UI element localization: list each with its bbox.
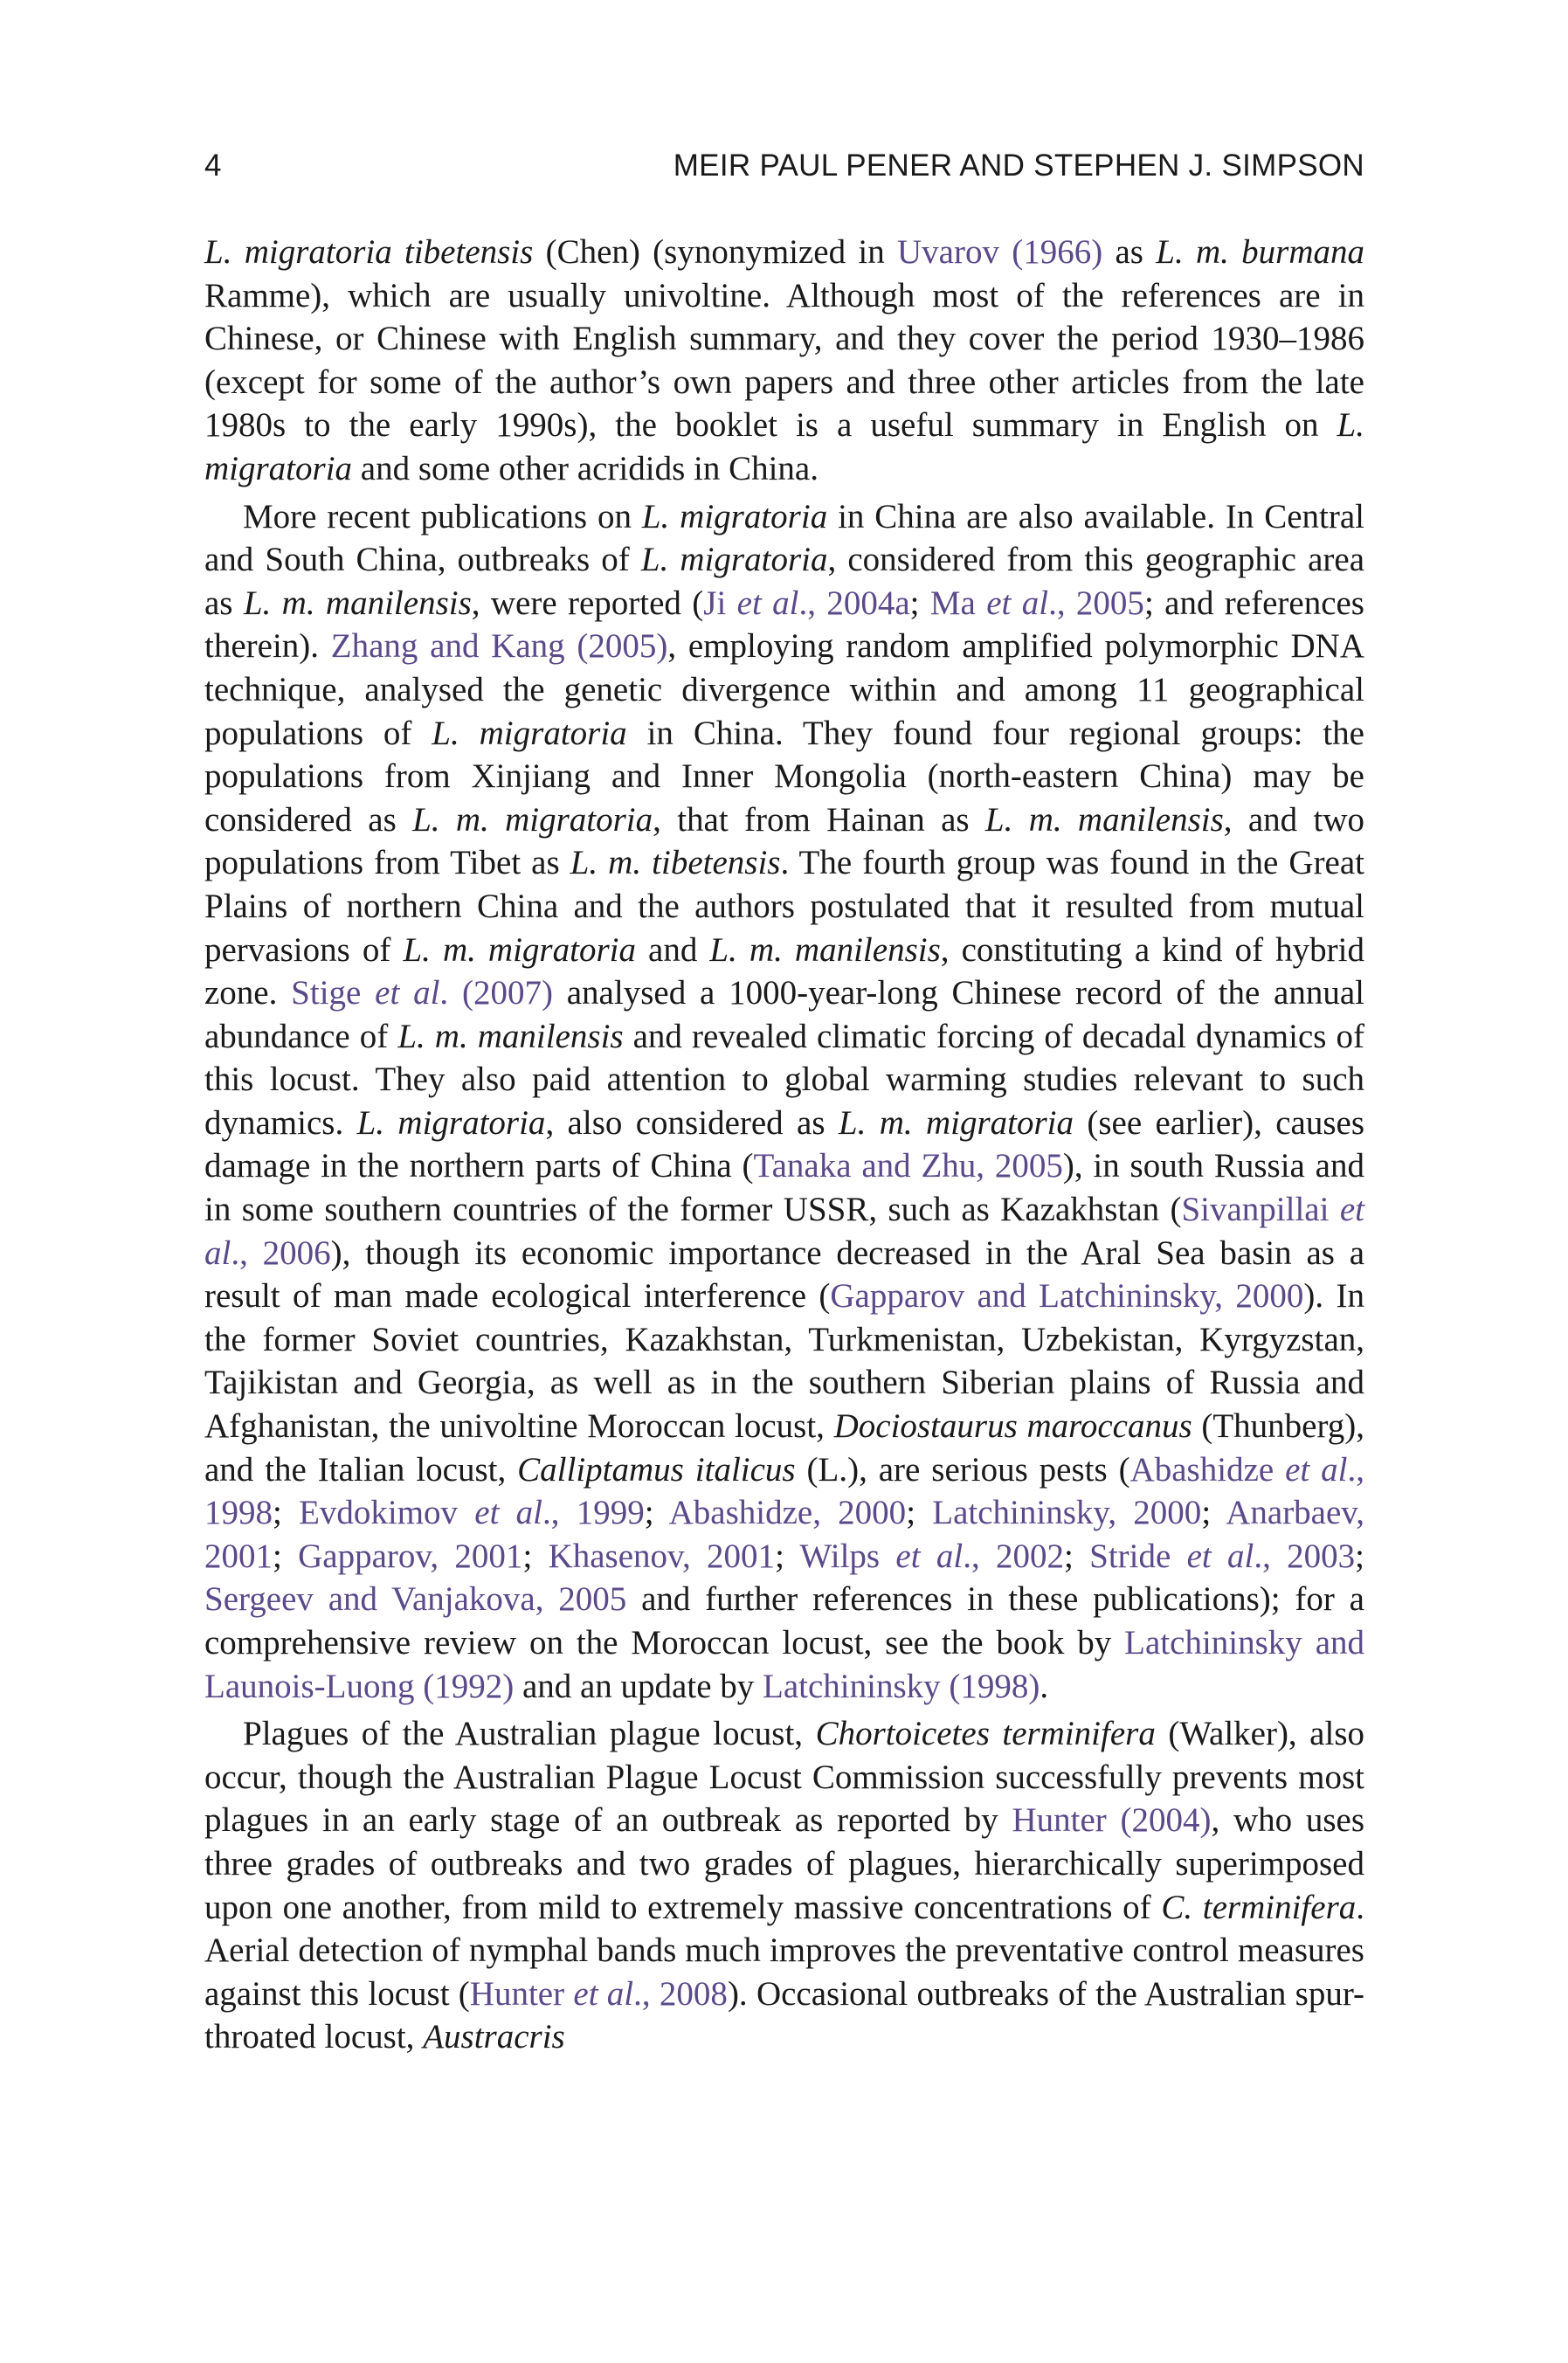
paragraph-2 — [204, 495, 1364, 1709]
species-name: Chortoicetes terminifera — [815, 1715, 1156, 1753]
text-run: , constituting a kind of hybrid zone. — [204, 930, 1364, 1012]
text-run: ). In the former Soviet countries, Kazakhstan, Turkmenistan, Uzbekistan, Kyrgyzstan, Tajikistan and Georgia, as well as in the southern Siberian plains of Russia and Afghanistan, the univoltine Moroccan locust, — [204, 1277, 1364, 1446]
page-header — [204, 149, 1364, 192]
text-run: ), though its economic importance decreased in the Aral Sea basin as a result of man made ecological interference ( — [204, 1233, 1364, 1316]
citation-etal: et al — [1285, 1450, 1348, 1489]
text-run: (see earlier), causes damage in the northern parts of China ( — [204, 1103, 1365, 1185]
citation-author: Ji — [703, 584, 727, 622]
text-run: ; — [522, 1537, 549, 1575]
species-name: L. m. manilensis — [397, 1017, 624, 1055]
species-name: L. m. migratoria — [838, 1103, 1074, 1142]
text-run: analysed a 1000-year-long Chinese record of the annual abundance of — [204, 974, 1365, 1055]
paragraph-3 — [204, 1712, 1364, 2059]
citation-link[interactable]: Latchininsky (1998) — [763, 1667, 1040, 1705]
citation-author: Stride — [1089, 1537, 1171, 1575]
text-run: Plagues of the Australian plague locust, — [243, 1715, 816, 1753]
species-name: L. m. manilensis — [984, 800, 1224, 839]
text-run: ; — [644, 1494, 669, 1532]
text-run: Ramme), which are usually univoltine. Although most of the references are in Chinese, or Chinese with English summary, and they cover the period 1930–1986 (except for some of the author’s own papers and three other articles from the late 1980s to the early 1990s), the booklet is a useful summary in English on — [204, 276, 1364, 445]
citation-link[interactable]: Latchininsky and Launois-Luong (1992) — [204, 1624, 1364, 1705]
text-run: ; — [273, 1494, 300, 1532]
text-run: ; and references therein). — [204, 584, 1364, 666]
citation-link[interactable]: Abashidze, 2000 — [668, 1494, 907, 1532]
citation-link[interactable]: Gapparov and Latchininsky, 2000 — [830, 1277, 1304, 1316]
text-run: ; — [1355, 1537, 1365, 1575]
citation-year: ., 1998 — [204, 1450, 1365, 1532]
text-run: ; — [273, 1537, 299, 1575]
text-run: (Thunberg), and the Italian locust, — [204, 1407, 1364, 1489]
species-name: L. migratoria — [356, 1103, 546, 1142]
species-name: L. m. burmana — [1156, 233, 1364, 271]
citation-etal: et al — [204, 1191, 1364, 1272]
citation-year: ., 1999 — [542, 1494, 645, 1532]
species-name: C. terminifera — [1161, 1888, 1357, 1926]
citation-author: Ma — [929, 584, 976, 622]
text-run: ). Occasional outbreaks of the Australian spur-throated locust, — [204, 1974, 1365, 2056]
citation-year: ., 2008 — [633, 1974, 728, 2013]
species-name: L. m. manilensis — [243, 584, 472, 622]
text-run: and — [635, 930, 710, 969]
species-name: L. migratoria — [432, 714, 627, 752]
citation-etal: et al — [895, 1537, 964, 1575]
citation-year: . (2007) — [439, 974, 553, 1012]
text-run: ; — [1063, 1537, 1090, 1575]
species-name: L. migratoria tibetensis — [204, 233, 534, 271]
citation-link[interactable] — [470, 1975, 728, 2013]
species-name: Dociostaurus maroccanus — [833, 1407, 1192, 1446]
citation-etal: et al — [474, 1494, 542, 1532]
text-run: in China are also available. In Central and South China, outbreaks of — [204, 497, 1364, 579]
citation-link[interactable] — [800, 1537, 1064, 1575]
citation-link[interactable] — [1089, 1537, 1355, 1575]
citation-link[interactable] — [930, 584, 1144, 622]
citation-author: Evdokimov — [299, 1494, 459, 1532]
text-run: ; — [906, 1494, 933, 1532]
species-name: Calliptamus italicus — [517, 1450, 796, 1489]
text-run: , considered from this geographic area as — [204, 541, 1365, 622]
citation-etal: et al — [736, 584, 799, 622]
species-name: L. migratoria — [640, 541, 828, 579]
text-run: and an update by — [514, 1667, 763, 1705]
citation-link[interactable]: Zhang and Kang (2005) — [330, 627, 668, 666]
citation-link[interactable] — [703, 584, 909, 622]
body-text — [204, 231, 1364, 2063]
text-run: in China. They found four regional groups: the populations from Xinjiang and Inner Mongolia (north-eastern China) may be considered as — [204, 714, 1364, 839]
page-number: 4 — [204, 149, 222, 183]
citation-etal: et al — [986, 584, 1049, 622]
text-run: ; — [1201, 1494, 1226, 1532]
text-run: , were reported ( — [471, 584, 704, 622]
citation-link[interactable]: Sergeev and Vanjakova, 2005 — [204, 1580, 627, 1619]
text-run: , who uses three grades of outbreaks and two grades of plagues, hierarchically superimposed upon one another, from mild to extremely massive concentrations of — [204, 1801, 1364, 1926]
citation-link[interactable]: Uvarov (1966) — [897, 233, 1103, 271]
citation-etal: et al — [375, 974, 440, 1012]
text-run: . Aerial detection of nymphal bands much improves the preventative control measures against this locust ( — [204, 1888, 1364, 2013]
text-run: . The fourth group was found in the Great Plains of northern China and the authors postulated that it resulted from mutual pervasions of — [204, 844, 1365, 969]
citation-author: Stige — [291, 974, 362, 1012]
text-run: (Walker), also occur, though the Australian Plague Locust Commission successfully prevents most plagues in an early stage of an outbreak as reported by — [204, 1715, 1364, 1840]
citation-link[interactable]: Gapparov, 2001 — [298, 1537, 523, 1575]
citation-link[interactable] — [291, 974, 553, 1012]
citation-link[interactable]: Latchininsky, 2000 — [932, 1494, 1202, 1532]
species-name: L. m. manilensis — [709, 930, 941, 969]
paragraph-1 — [204, 231, 1364, 491]
citation-link[interactable] — [299, 1494, 645, 1531]
citation-link[interactable]: Anarbaev, 2001 — [204, 1494, 1365, 1575]
text-run: and some other acridids in China. — [352, 449, 819, 487]
text-run: (Chen) (synonymized in — [533, 233, 897, 271]
running-head: MEIR PAUL PENER AND STEPHEN J. SIMPSON — [673, 149, 1364, 183]
text-run: . — [1040, 1667, 1049, 1705]
text-run: ), in south Russia and in some southern countries of the former USSR, such as Kazakhstan ( — [204, 1147, 1364, 1229]
citation-author: Hunter — [469, 1974, 565, 2013]
species-name: L. m. migratoria — [412, 800, 653, 839]
text-run: , that from Hainan as — [653, 800, 985, 839]
citation-link[interactable]: Tanaka and Zhu, 2005 — [753, 1147, 1063, 1185]
species-name: L. m. tibetensis — [570, 844, 781, 882]
citation-link[interactable]: Hunter (2004) — [1012, 1801, 1212, 1840]
text-run: , employing random amplified polymorphic DNA technique, analysed the genetic divergence within and among 11 geographical populations of — [204, 627, 1365, 752]
text-run: , also considered as — [545, 1103, 839, 1142]
text-run: as — [1102, 233, 1157, 271]
citation-year: ., 2005 — [1048, 584, 1144, 622]
citation-year: ., 2006 — [231, 1233, 331, 1272]
citation-author: Wilps — [799, 1537, 881, 1575]
text-run: (L.), are serious pests ( — [795, 1450, 1130, 1489]
species-name: L. migratoria — [641, 497, 828, 535]
text-run: and revealed climatic forcing of decadal dynamics of this locust. They also paid attention to global warming studies relevant to such dynamics. — [204, 1017, 1364, 1142]
species-name: Austracris — [423, 2018, 565, 2056]
text-run: ; — [775, 1537, 800, 1575]
citation-year: ., 2003 — [1254, 1537, 1356, 1575]
citation-etal: et al — [1186, 1537, 1254, 1575]
citation-author: Abashidze — [1129, 1450, 1274, 1489]
text-run: More recent publications on — [243, 497, 642, 535]
citation-link[interactable]: Khasenov, 2001 — [548, 1537, 776, 1575]
citation-year: ., 2002 — [963, 1537, 1064, 1575]
text-run: ; — [909, 584, 930, 622]
citation-author: Sivanpillai — [1181, 1191, 1330, 1229]
species-name: L. migratoria — [204, 406, 1364, 487]
text-run: and further references in these publications); for a comprehensive review on the Moroccan locust, see the book by — [204, 1580, 1364, 1662]
citation-etal: et al — [573, 1974, 634, 2013]
species-name: L. m. migratoria — [403, 930, 636, 969]
citation-year: ., 2004a — [798, 584, 910, 622]
text-run: , and two populations from Tibet as — [204, 800, 1364, 882]
